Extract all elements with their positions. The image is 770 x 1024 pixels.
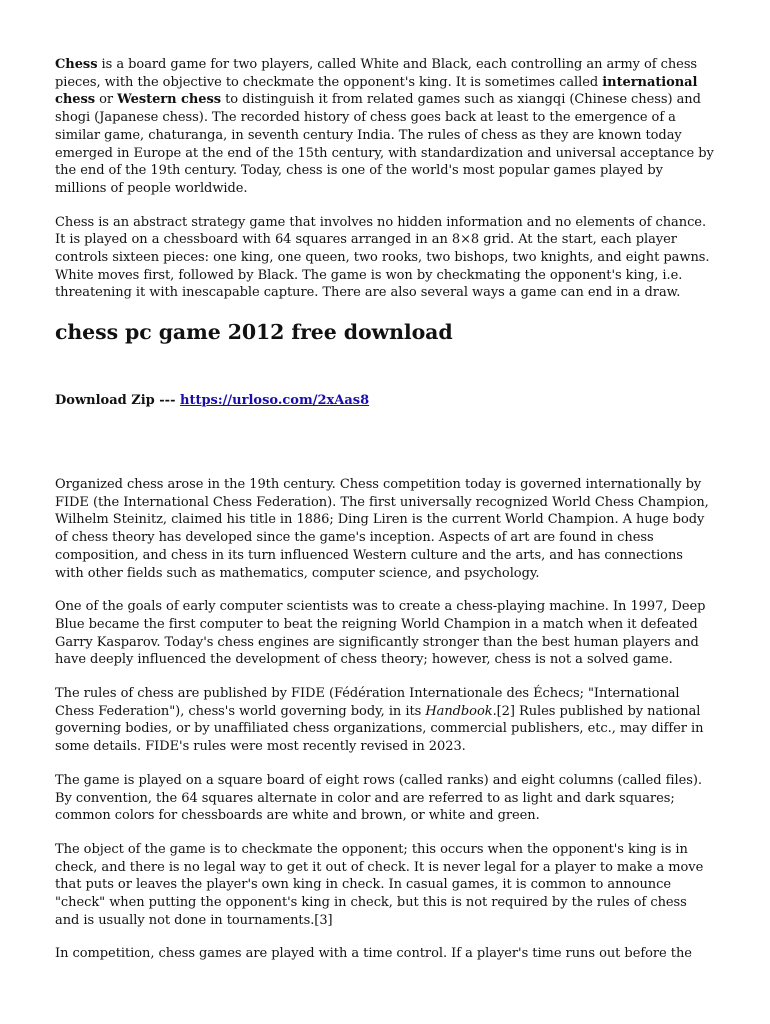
intro-paragraph-1: Chess is a board game for two players, called White and Black, each controlling an army of chess pieces, with the objective to checkmate the opponent's king. It is sometimes called international chess or Western chess to distinguish it from related games such as xiangqi (Chinese chess) and shogi (Japanese chess). The recorded history of chess goes back at least to the emergence of a similar game, chaturanga, in seventh century India. The rules of chess as they are known today emerged in Europe at the end of the 15th century, with standardization and universal acceptance by the end of the 19th century. Today, chess is one of the world's most popular games played by millions of people worldwide. <box>55 57 714 196</box>
paragraph-objective: The object of the game is to checkmate the opponent; this occurs when the opponent's king is in check, and there is no legal way to get it out of check. It is never legal for a player to make a move that puts or leaves the player's own king in check. In casual games, it is common to announce "check" when putting the opponent's king in check, but this is not required by the rules of chess and is usually not done in tournaments.[3] <box>55 841 704 928</box>
intro-paragraph-2: Chess is an abstract strategy game that involves no hidden information and no elements of chance. It is played on a chessboard with 64 squares arranged in an 8×8 grid. At the start, each player controls sixteen pieces: one king, one queen, two rooks, two bishops, two knights, and eight pawns. White moves first, followed by Black. The game is won by checkmating the opponent's king, i.e. threatening it with inescapable capture. There are also several ways a game can end in a draw. <box>55 214 710 301</box>
download-label: Download Zip --- <box>55 393 176 408</box>
term-international-chess: international chess <box>55 74 698 108</box>
paragraph-time-control: In competition, chess games are played with a time control. If a player's time runs out before the <box>55 946 692 962</box>
document-page <box>55 56 715 962</box>
paragraph-rules: The rules of chess are published by FIDE (Fédération Internationale des Échecs; "International Chess Federation"), chess's world governing body, in its Handbook.[2] Rules published by national governing bodies, or by unaffiliated chess organizations, commercial publishers, etc., may differ in some details. FIDE's rules were most recently revised in 2023. <box>55 686 704 755</box>
term-chess: Chess <box>55 57 98 72</box>
article-body <box>55 476 715 979</box>
page-title: chess pc game 2012 free download <box>55 320 453 345</box>
handbook-title: Handbook <box>425 703 493 719</box>
paragraph-computer-chess: One of the goals of early computer scientists was to create a chess-playing machine. In 1997, Deep Blue became the first computer to beat the reigning World Champion in a match when it defeated Garry Kasparov. Today's chess engines are significantly stronger than the best human players and have deeply influenced the development of chess theory; however, chess is not a solved game. <box>55 599 706 668</box>
download-line <box>55 392 369 410</box>
term-western-chess: Western chess <box>117 92 221 108</box>
paragraph-organized-chess: Organized chess arose in the 19th century. Chess competition today is governed internationally by FIDE (the International Chess Federation). The first universally recognized World Chess Champion, Wilhelm Steinitz, claimed his title in 1886; Ding Liren is the current World Champion. A huge body of chess theory has developed since the game's inception. Aspects of art are found in chess composition, and chess in its turn influenced Western culture and the arts, and has connections with other fields such as mathematics, computer science, and psychology. <box>55 477 709 581</box>
paragraph-board: The game is played on a square board of eight rows (called ranks) and eight columns (called files). By convention, the 64 squares alternate in color and are referred to as light and dark squares; common colors for chessboards are white and brown, or white and green. <box>55 772 702 824</box>
download-link[interactable]: https://urloso.com/2xAas8 <box>180 393 370 408</box>
